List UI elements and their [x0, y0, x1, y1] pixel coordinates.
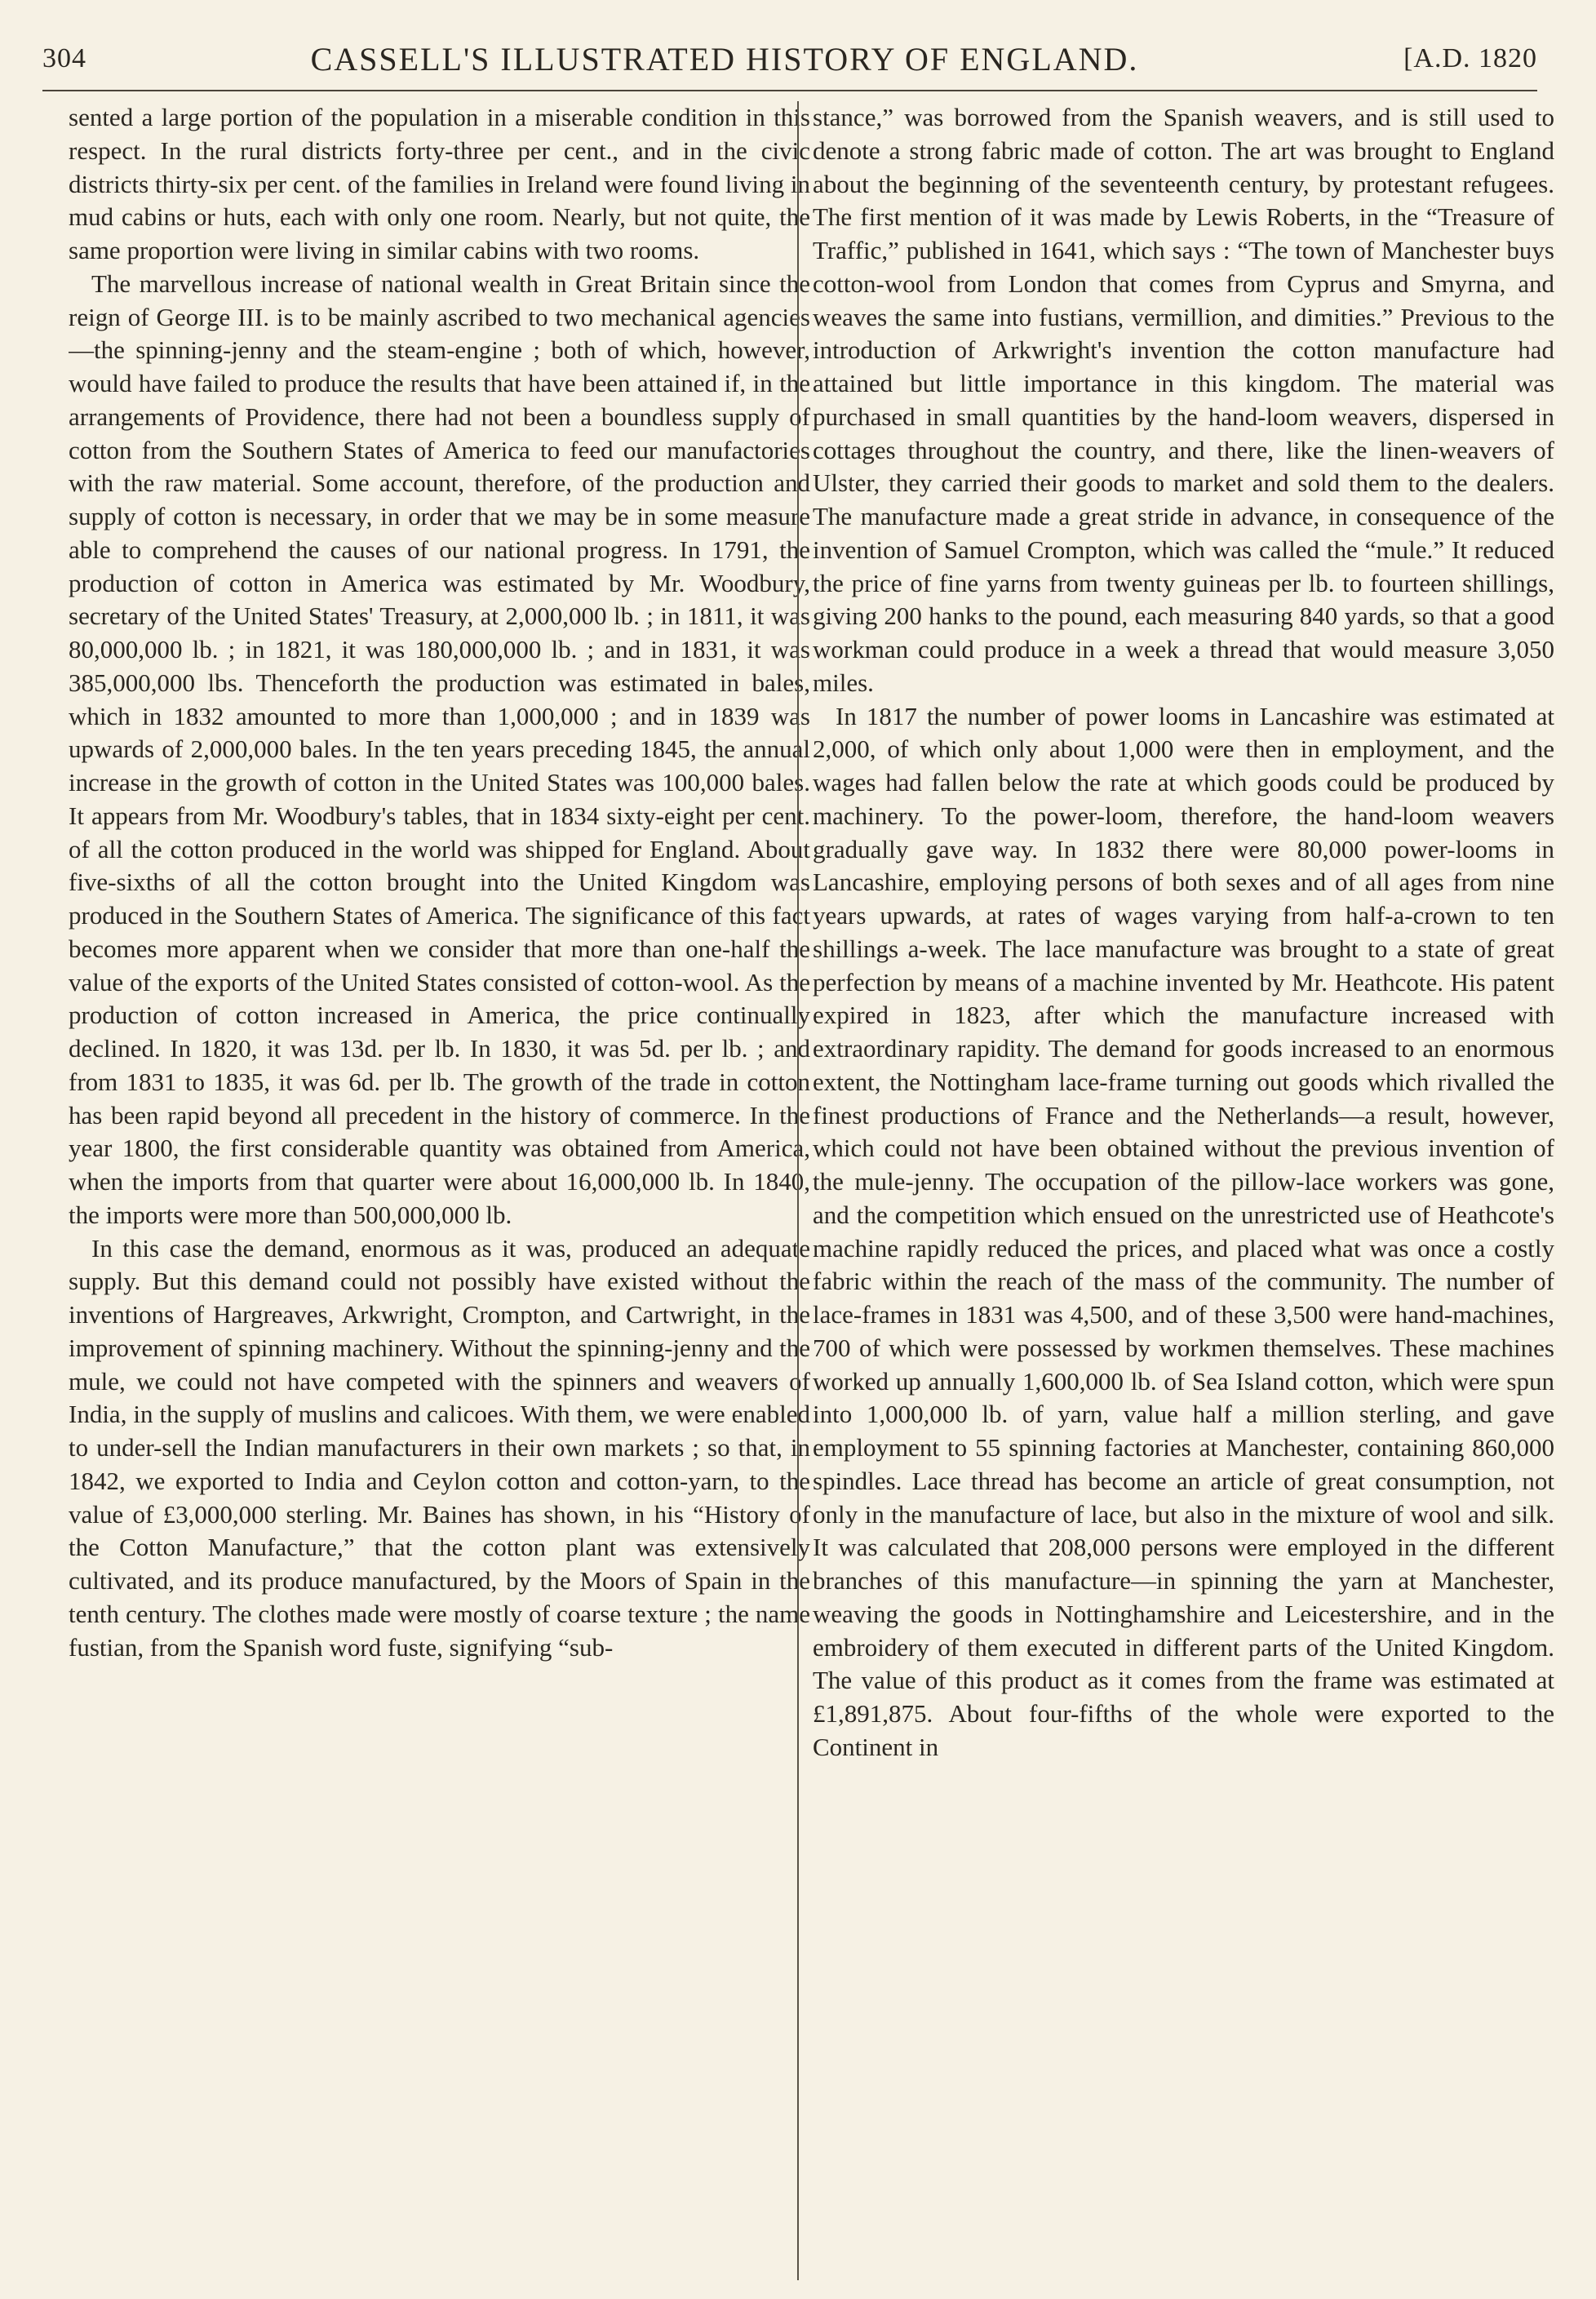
- page-number: 304: [42, 43, 86, 73]
- left-paragraph-2: The marvellous increase of national wealth in Great Britain since the reign of George III. is to be mainly ascribed to two mechanical agencies—the spinning-jenny and the steam-engine ; both of which, however, would have failed to produce the results that have been attained if, in the arrangements of Providence, there had not been a boundless supply of cotton from the Southern States of America to feed our manufactories with the raw material. Some account, therefore, of the production and supply of cotton is necessary, in order that we may be in some measure able to comprehend the causes of our national progress. In 1791, the production of cotton in America was estimated by Mr. Woodbury, secretary of the United States' Treasury, at 2,000,000 lb. ; in 1811, it was 80,000,000 lb. ; in 1821, it was 180,000,000 lb. ; and in 1831, it was 385,000,000 lbs. Thenceforth the production was estimated in bales, which in 1832 amounted to more than 1,000,000 ; and in 1839 was upwards of 2,000,000 bales. In the ten years preceding 1845, the annual increase in the growth of cotton in the United States was 100,000 bales. It appears from Mr. Woodbury's tables, that in 1834 sixty-eight per cent. of all the cotton produced in the world was shipped for England. About five-sixths of all the cotton brought into the United Kingdom was produced in the Southern States of America. The significance of this fact becomes more apparent when we consider that more than one-half the value of the exports of the United States consisted of cotton-wool. As the production of cotton increased in America, the price continually declined. In 1820, it was 13d. per lb. In 1830, it was 5d. per lb. ; and from 1831 to 1835, it was 6d. per lb. The growth of the trade in cotton has been rapid beyond all precedent in the history of commerce. In the year 1800, the first considerable quantity was obtained from America, when the imports from that quarter were about 16,000,000 lb. In 1840, the imports were more than 500,000,000 lb.: [69, 269, 810, 1229]
- left-paragraph-1: sented a large portion of the population in a miserable condition in this respect. In the rural districts forty-three per cent., and in the civic districts thirty-six per cent. of the families in Ireland were found living in mud cabins or huts, each with only one room. Nearly, but not quite, the same proportion were living in similar cabins with two rooms.: [69, 103, 810, 264]
- left-paragraph-3: In this case the demand, enormous as it was, produced an adequate supply. But this demand could not possibly have existed without the inventions of Hargreaves, Arkwright, Crompton, and Cartwright, in the improvement of spinning machinery. Without the spinning-jenny and the mule, we could not have competed with the spinners and weavers of India, in the supply of muslins and calicoes. With them, we were enabled to under-sell the Indian manufacturers in their own markets ; so that, in 1842, we exported to India and Ceylon cotton and cotton-yarn, to the value of £3,000,000 sterling. Mr. Baines has shown, in his “History of the Cotton Manufacture,” that the cotton plant was extensively cultivated, and its produce manufactured, by the Moors of Spain in the tenth century. The clothes made were mostly of coarse texture ; the name fustian, from the Spanish word fuste, signifying “sub-: [69, 1233, 810, 1662]
- right-column: [813, 101, 1554, 2280]
- running-header: [42, 34, 1537, 83]
- header-rule: [42, 90, 1537, 91]
- column-divider: [797, 101, 799, 2280]
- right-paragraph-2: In 1817 the number of power looms in Lancashire was estimated at 2,000, of which only about 1,000 were then in employment, and the wages had fallen below the rate at which goods could be produced by machinery. To the power-loom, therefore, the hand-loom weavers gradually gave way. In 1832 there were 80,000 power-looms in Lancashire, employing persons of both sexes and of all ages from nine years upwards, at rates of wages varying from half-a-crown to ten shillings a-week. The lace manufacture was brought to a state of great perfection by means of a machine invented by Mr. Heathcote. His patent expired in 1823, after which the manufacture increased with extraordinary rapidity. The demand for goods increased to an enormous extent, the Nottingham lace-frame turning out goods which rivalled the finest productions of France and the Netherlands—a result, however, which could not have been obtained without the previous invention of the mule-jenny. The occupation of the pillow-lace workers was gone, and the competition which ensued on the unrestricted use of Heathcote's machine rapidly reduced the prices, and placed what was once a costly fabric within the reach of the mass of the community. The number of lace-frames in 1831 was 4,500, and of these 3,500 were hand-machines, 700 of which were possessed by workmen themselves. These machines worked up annually 1,600,000 lb. of Sea Island cotton, which were spun into 1,000,000 lb. of yarn, value half a million sterling, and gave employment to 55 spinning factories at Manchester, containing 860,000 spindles. Lace thread has become an article of great consumption, not only in the manufacture of lace, but also in the mixture of wool and silk. It was calculated that 208,000 persons were employed in the different branches of this manufacture—in spinning the yarn at Manchester, weaving the goods in Nottinghamshire and Leicestershire, and in the embroidery of them executed in different parts of the United Kingdom. The value of this product as it comes from the frame was estimated at £1,891,875. About four-fifths of the whole were exported to the Continent in: [813, 701, 1554, 1761]
- header-date: [A.D. 1820: [1403, 43, 1537, 73]
- running-title: CASSELL'S ILLUSTRATED HISTORY OF ENGLAND.: [310, 40, 1139, 78]
- right-paragraph-1: stance,” was borrowed from the Spanish weavers, and is still used to denote a strong fabric made of cotton. The art was brought to England about the beginning of the seventeenth century, by protestant refugees. The first mention of it was made by Lewis Roberts, in the “Treasure of Traffic,” published in 1641, which says : “The town of Manchester buys cotton-wool from London that comes from Cyprus and Smyrna, and weaves the same into fustians, vermillion, and dimities.” Previous to the introduction of Arkwright's invention the cotton manufacture had attained but little importance in this kingdom. The material was purchased in small quantities by the hand-loom weavers, dispersed in cottages throughout the country, and there, like the linen-weavers of Ulster, they carried their goods to market and sold them to the dealers. The manufacture made a great stride in advance, in consequence of the invention of Samuel Crompton, which was called the “mule.” It reduced the price of fine yarns from twenty guineas per lb. to fourteen shillings, giving 200 hanks to the pound, each measuring 840 yards, so that a good workman could produce in a week a thread that would measure 3,050 miles.: [813, 103, 1554, 697]
- left-column: [69, 101, 810, 2280]
